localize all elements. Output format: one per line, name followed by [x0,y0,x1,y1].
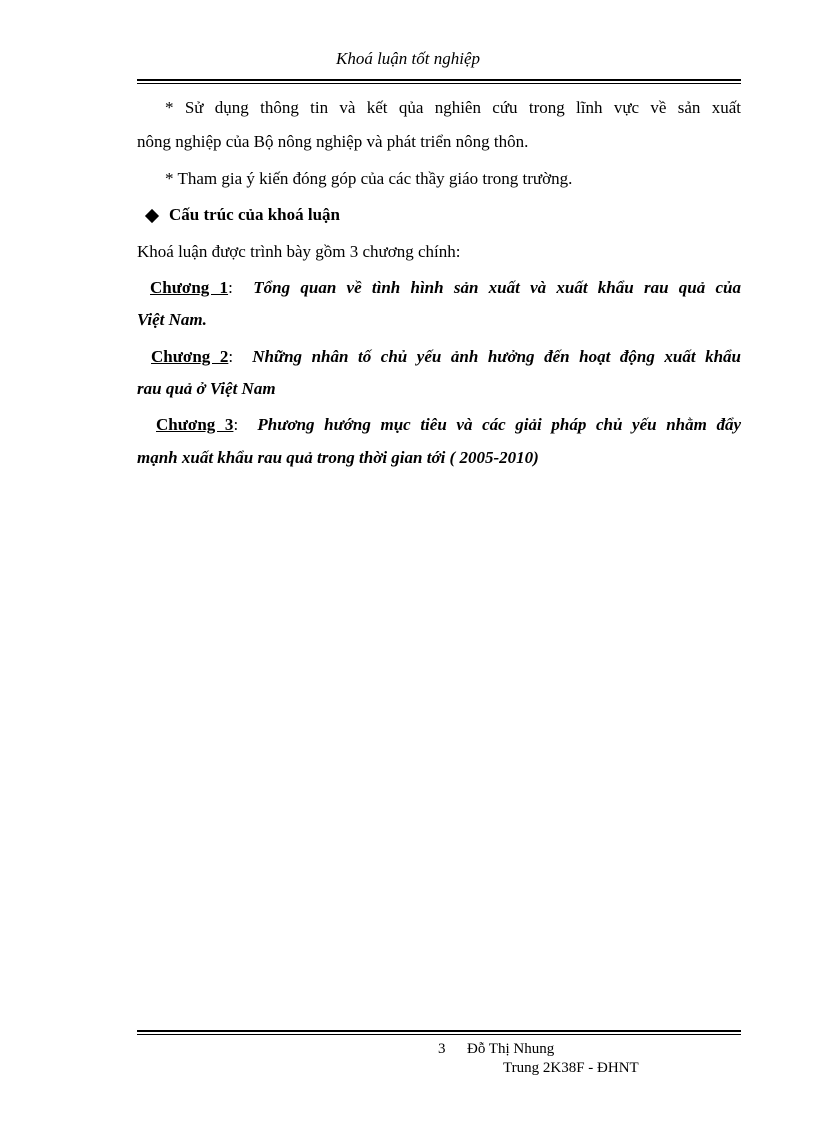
chapter-3-label: Chương 3 [156,415,234,434]
chapter-1-title: Tổng quan về tình hình sản xuất và xuất khẩu rau quả của [253,278,741,297]
paragraph-line: nông nghiệp của Bộ nông nghiệp và phát triển nông thôn. [137,132,529,151]
page-number: 3 [438,1041,446,1057]
footer-rule [137,1030,741,1035]
paragraph-line: * Sử dụng thông tin và kết qủa nghiên cứu trong lĩnh vực về sản xuất [165,98,741,117]
footer-class-info: Trung 2K38F - ĐHNT [503,1060,639,1076]
chapter-2-title-cont: rau quả ở Việt Nam [137,379,276,398]
paragraph-line: * Tham gia ý kiến đóng góp của các thầy giáo trong trường. [165,169,573,188]
chapter-1-label: Chương 1 [150,278,229,297]
paragraph-line: Khoá luận được trình bày gồm 3 chương chính: [137,242,461,261]
header-rule [137,79,741,84]
chapter-1-title-cont: Việt Nam. [137,310,207,329]
chapter-3-title-cont: mạnh xuất khẩu rau quả trong thời gian tới ( 2005-2010) [137,448,539,467]
section-heading [137,203,751,227]
chapter-1-line: Chương 1: Tổng quan về tình hình sản xuất và xuất khẩu rau quả của [150,278,741,297]
chapter-2-title: Những nhân tố chủ yếu ảnh hưởng đến hoạt động xuất khẩu [252,347,741,366]
chapter-3-title: Phương hướng mục tiêu và các giải pháp chủ yếu nhằm đẩy [257,415,741,434]
chapter-3-line: Chương 3: Phương hướng mục tiêu và các giải pháp chủ yếu nhằm đẩy [156,415,741,434]
section-heading-text: Cấu trúc của khoá luận [169,205,340,224]
chapter-2-line: Chương 2: Những nhân tố chủ yếu ảnh hưởng đến hoạt động xuất khẩu [151,347,741,366]
diamond-bullet-icon [145,209,159,223]
page-header-title: Khoá luận tốt nghiệp [335,49,481,68]
chapter-2-label: Chương 2 [151,347,229,366]
footer-author: Đỗ Thị Nhung [467,1041,555,1057]
